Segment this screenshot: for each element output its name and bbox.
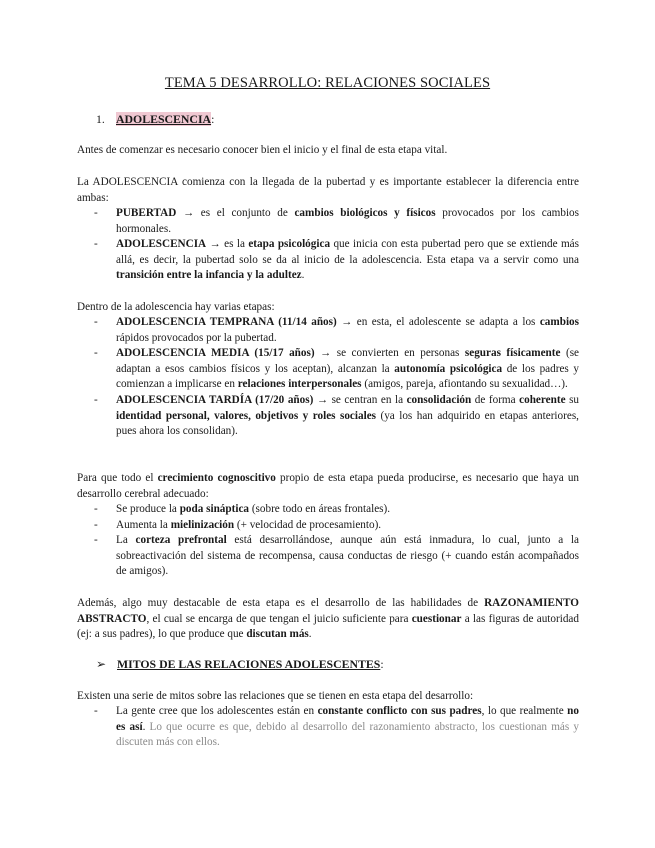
list-item: - La corteza prefrontal está desarrollándose, aunque aún está inmadura, lo cual, junto a la sobreactivación del sistema de recompensa, causa conductas de riesgo (+ cuando están acompañados de amigos). [94, 534, 579, 578]
highlighted-section-label: ADOLESCENCIA [116, 112, 212, 126]
list-dash: - [94, 207, 98, 219]
list-item: - ADOLESCENCIA TARDÍA (17/20 años) → se centran en la consolidación de forma coherente su identidad personal, valores, objetivos y roles sociales (ya los han adquirido en etapas anteriores, pues ahora los consolidan). [94, 393, 580, 438]
section-suffix: : [211, 112, 215, 126]
list-item: - ADOLESCENCIA TEMPRANA (11/14 años) → en esta, el adolescente se adapta a los cambios rápidos provocados por la pubertad. [94, 316, 579, 344]
section-label: MITOS DE LAS RELACIONES ADOLESCENTES [117, 657, 381, 671]
list-item: - ADOLESCENCIA → es la etapa psicológica que inicia con esta pubertad pero que se extiende más allá, es decir, la pubertad solo se da al inicio de la adolescencia. Esta etapa va a servir como una transición entre la infancia y la adultez. [94, 238, 579, 282]
paragraph-etapas: Dentro de la adolescencia hay varias etapas: [77, 301, 275, 313]
list-item: - ADOLESCENCIA MEDIA (15/17 años) → se convierten en personas seguras físicamente (se adaptan a esos cambios físicos y los aceptan), alcanzan la autonomía psicológica de los padres y comienzan a implicarse en relaciones interpersonales (amigos, pareja, afiontando su sexualidad…). [94, 347, 580, 391]
list-item: - Se produce la poda sináptica (sobre todo en áreas frontales). [94, 503, 391, 515]
list-item: - PUBERTAD → es el conjunto de cambios biológicos y físicos provocados por los cambios hormonales. [94, 207, 580, 235]
list-pubertad-adolescencia [77, 206, 579, 284]
intro-paragraph: Antes de comenzar es necesario conocer bien el inicio y el final de esta etapa vital. [77, 144, 448, 156]
list-item: - Aumenta la mielinización (+ velocidad de procesamiento). [94, 518, 382, 531]
paragraph-razonamiento: Además, algo muy destacable de esta etapa es el desarrollo de las habilidades de RAZONAMIENTO ABSTRACTO, el cual se encarga de que tengan el juicio suficiente para cuestionar a las figuras de autoridad (ej: a sus padres), lo que produce que discutan más. [77, 597, 579, 641]
section-heading-adolescencia [96, 112, 214, 128]
list-item: - La gente cree que los adolescentes están en constante conflicto con sus padres, lo que realmente no es así. Lo que ocurre es que, debido al desarrollo del razonamiento abstracto, los cuestionan más y discuten más con ellos. [94, 705, 580, 749]
paragraph-mitos: Existen una serie de mitos sobre las relaciones que se tienen en esta etapa del desarrollo: [77, 690, 474, 702]
page-title: TEMA 5 DESARROLLO: RELACIONES SOCIALES [164, 75, 491, 91]
paragraph-pubertad-intro: La ADOLESCENCIA comienza con la llegada de la pubertad y es importante establecer la diferencia entre ambas: [77, 176, 579, 204]
list-desarrollo-cerebral [77, 502, 579, 580]
list-etapas [77, 315, 579, 440]
section-heading-mitos: ➢ MITOS DE LAS RELACIONES ADOLESCENTES: [96, 657, 384, 671]
list-mitos [77, 704, 579, 751]
paragraph-desarrollo-cerebral: Para que todo el crecimiento cognoscitivo propio de esta etapa pueda producirse, es necesario que haya un desarrollo cerebral adecuado: [77, 472, 580, 500]
arrow-bullet-icon: ➢ [96, 657, 106, 671]
greyed-text: Lo que ocurre es que, debido al desarrollo del razonamiento abstracto, los cuestionan más y discuten más con ellos. [116, 720, 580, 749]
section-number: 1. [96, 112, 105, 126]
